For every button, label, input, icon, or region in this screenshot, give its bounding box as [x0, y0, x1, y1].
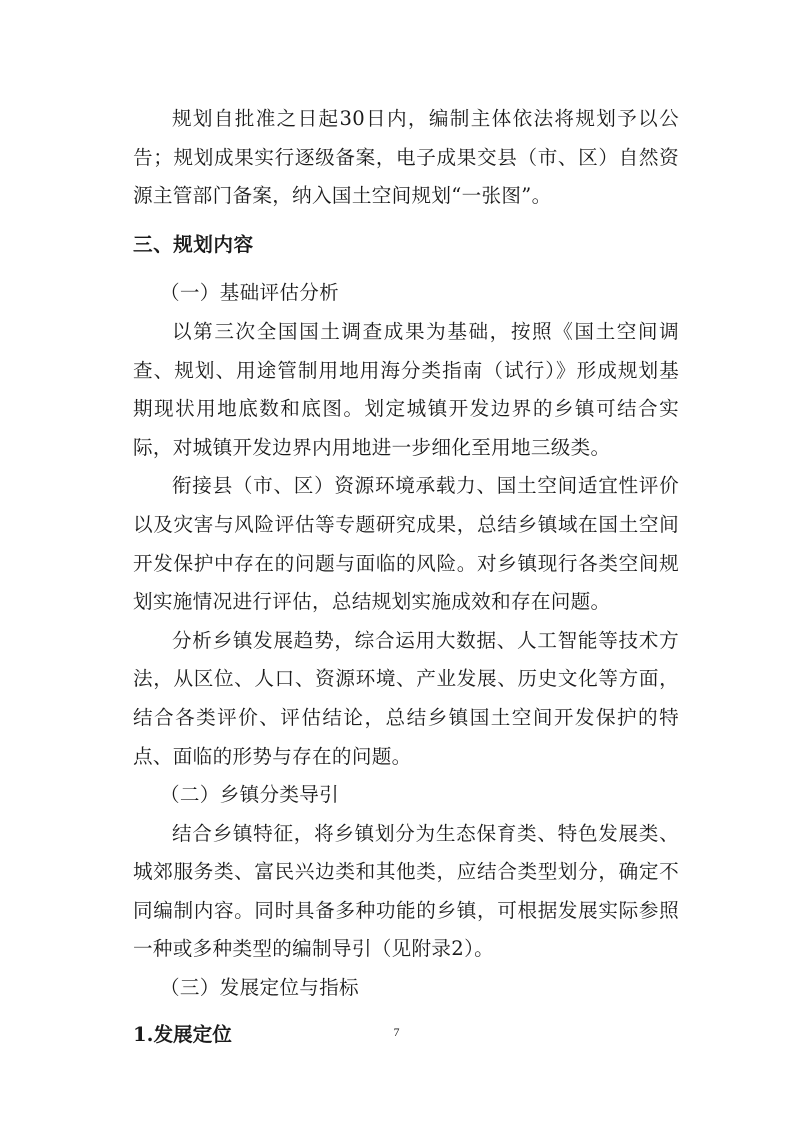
document-body	[133, 100, 679, 1054]
page-number: 7	[393, 1025, 400, 1039]
subsection-heading-town-classification: （二）乡镇分类导引	[160, 783, 340, 807]
paragraph-announcement: 规划自批准之日起30日内，编制主体依法将规划予以公告；规划成果实行逐级备案，电子成果交县（市、区）自然资源主管部门备案，纳入国土空间规划“一张图”。	[133, 107, 679, 208]
subsection-heading-basic-assessment: （一）基础评估分析	[160, 281, 340, 305]
section-heading-planning-content: 三、规划内容	[133, 232, 254, 256]
paragraph-risk-assessment: 衔接县（市、区）资源环境承载力、国土空间适宜性评价以及灾害与风险评估等专题研究成果，总结乡镇域在国土空间开发保护中存在的问题与面临的风险。对乡镇现行各类空间规划实施情况进行评估，总结规划实施成效和存在问题。	[133, 474, 679, 614]
paragraph-classification: 结合乡镇特征，将乡镇划分为生态保育类、特色发展类、城郊服务类、富民兴边类和其他类，应结合类型划分，确定不同编制内容。同时具备多种功能的乡镇，可根据发展实际参照一种或多种类型的编制导引（见附录2）。	[133, 821, 679, 961]
item-heading-development-positioning: 1.发展定位	[133, 1022, 232, 1046]
paragraph-trend-analysis: 分析乡镇发展趋势，综合运用大数据、人工智能等技术方法，从区位、人口、资源环境、产业发展、历史文化等方面，结合各类评价、评估结论，总结乡镇国土空间开发保护的特点、面临的形势与存在的问题。	[133, 628, 679, 768]
paragraph-land-survey: 以第三次全国国土调查成果为基础，按照《国土空间调查、规划、用途管制用地用海分类指南（试行）》形成规划基期现状用地底数和底图。划定城镇开发边界的乡镇可结合实际，对城镇开发边界内用地进一步细化至用地三级类。	[133, 319, 679, 459]
subsection-heading-positioning-indicators: （三）发展定位与指标	[160, 976, 359, 1000]
